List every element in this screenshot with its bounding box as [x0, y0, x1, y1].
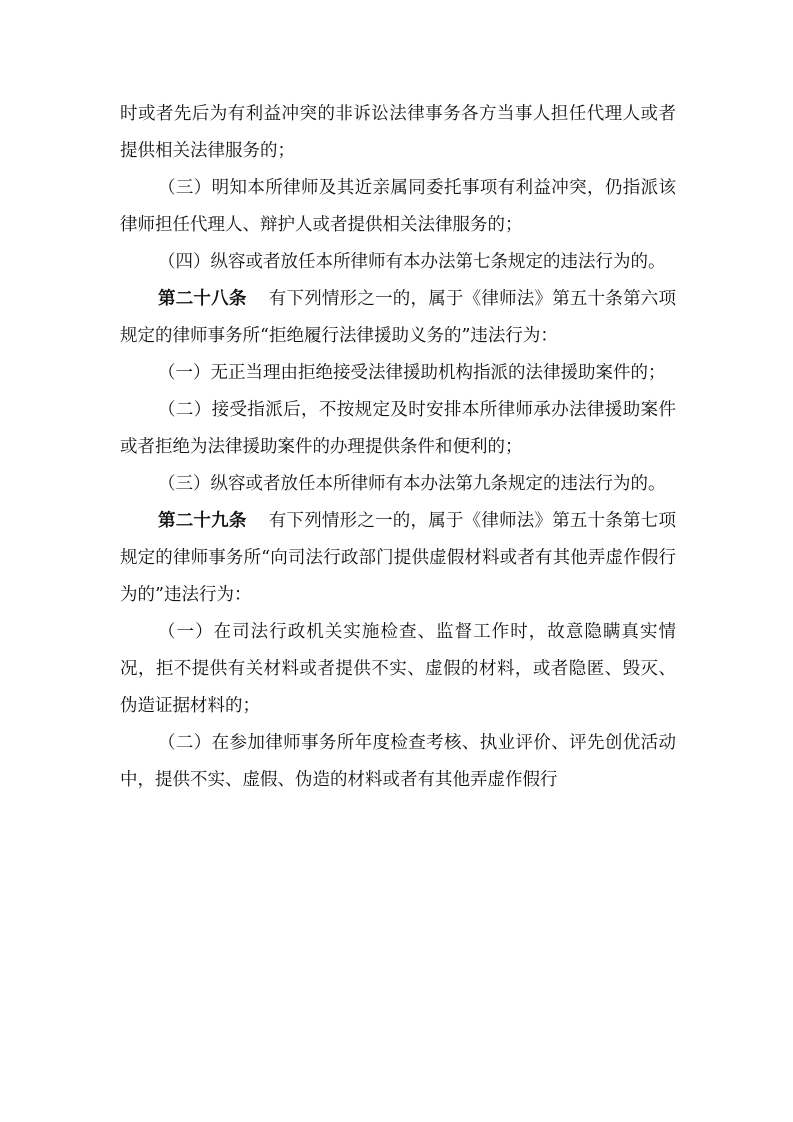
paragraph-text: （二）在参加律师事务所年度检查考核、执业评价、评先创优活动中，提供不实、虚假、伪造的材料或者有其他弄虚作假行 — [120, 733, 676, 790]
list-item — [120, 725, 676, 799]
paragraph-text: 有下列情形之一的，属于《律师法》第五十条第七项规定的律师事务所“向司法行政部门提供虚假材料或者有其他弄虚作假行为的”违法行为： — [120, 511, 677, 605]
paragraph-text: （三）明知本所律师及其近亲属同委托事项有利益冲突，仍指派该律师担任代理人、辩护人或者提供相关法律服务的； — [120, 178, 676, 235]
article-heading: 第二十九条 — [158, 511, 247, 531]
list-item — [120, 392, 676, 466]
list-item — [120, 466, 676, 503]
list-item — [120, 614, 676, 725]
article-paragraph — [120, 503, 676, 614]
list-item — [120, 170, 676, 244]
list-item — [120, 355, 676, 392]
paragraph-text: （一）无正当理由拒绝接受法律援助机构指派的法律援助案件的； — [158, 363, 666, 383]
paragraph-text: （一）在司法行政机关实施检查、监督工作时，故意隐瞒真实情况，拒不提供有关材料或者提供不实、虚假的材料，或者隐匿、毁灭、伪造证据材料的； — [120, 622, 676, 716]
list-item — [120, 244, 676, 281]
article-paragraph — [120, 281, 676, 355]
paragraph-text: （二）接受指派后，不按规定及时安排本所律师承办法律援助案件或者拒绝为法律援助案件的办理提供条件和便利的； — [120, 400, 676, 457]
paragraph-continuation — [120, 96, 676, 170]
paragraph-text: （三）纵容或者放任本所律师有本办法第九条规定的违法行为的。 — [158, 474, 666, 494]
article-heading: 第二十八条 — [158, 289, 247, 309]
paragraph-text: （四）纵容或者放任本所律师有本办法第七条规定的违法行为的。 — [158, 252, 666, 272]
paragraph-text: 有下列情形之一的，属于《律师法》第五十条第六项规定的律师事务所“拒绝履行法律援助义务的”违法行为： — [120, 289, 677, 346]
paragraph-text: 时或者先后为有利益冲突的非诉讼法律事务各方当事人担任代理人或者提供相关法律服务的； — [120, 104, 676, 161]
document-page — [120, 96, 676, 799]
